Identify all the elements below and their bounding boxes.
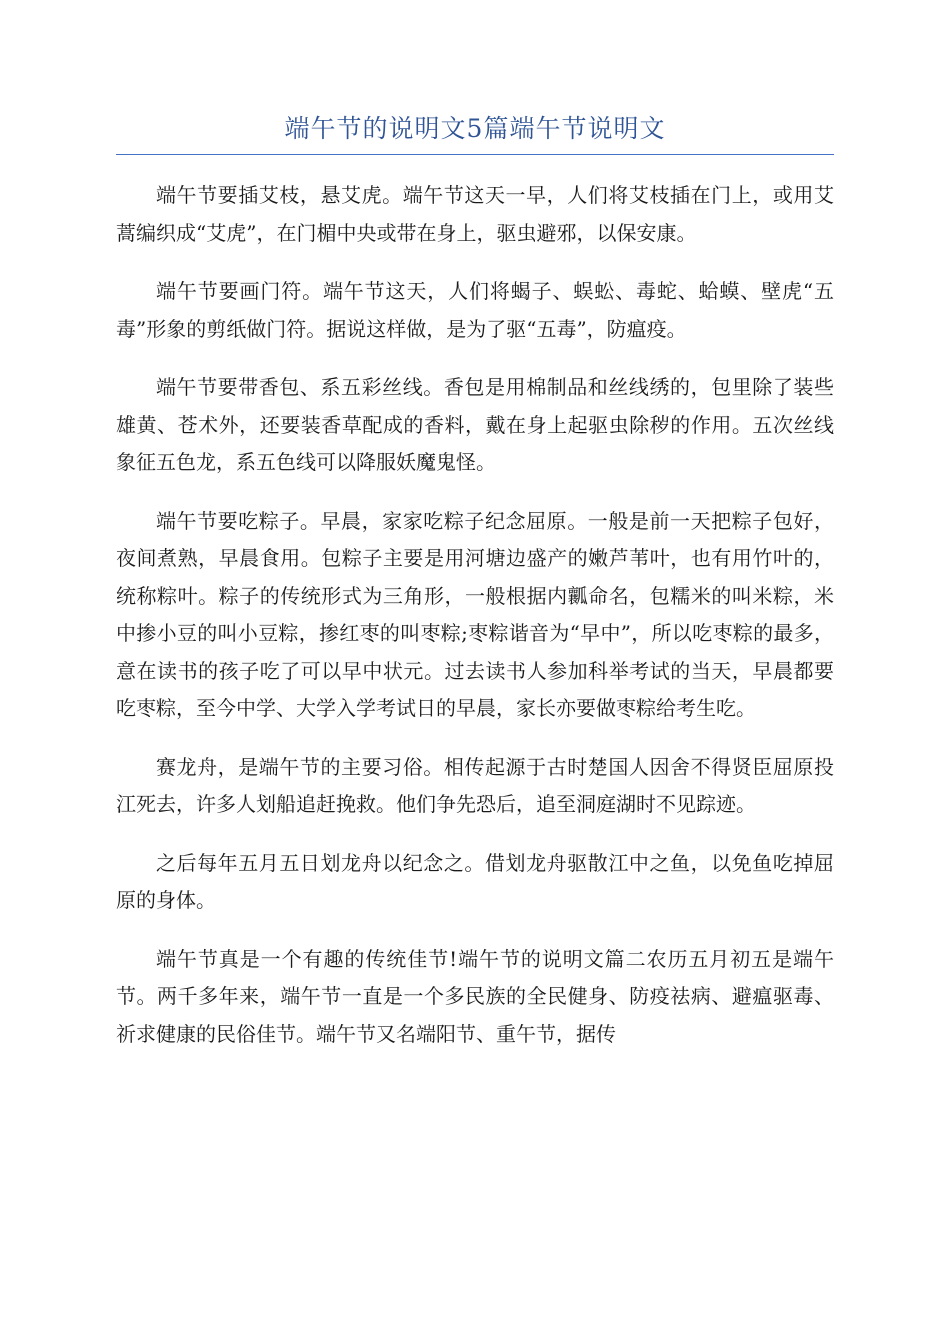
paragraph-ai-hu: 端午节要插艾枝，悬艾虎。端午节这天一早，人们将艾枝插在门上，或用艾蒿编织成“艾虎”，在门楣中央或带在身上，驱虫避邪，以保安康。 [116,183,834,245]
paragraph-jia-jie: 端午节真是一个有趣的传统佳节!端午节的说明文篇二农历五月初五是端午节。两千多年来，端午节一直是一个多民族的全民健身、防疫祛病、避瘟驱毒、祈求健康的民俗佳节。端午节又名端阳节、重午节，据传 [116,946,834,1046]
paragraph-long-zhou: 赛龙舟，是端午节的主要习俗。相传起源于古时楚国人因舍不得贤臣屈原投江死去，许多人划船追赶挽救。他们争先恐后，追至洞庭湖时不见踪迹。 [116,754,834,816]
document-body [116,177,834,1053]
title-underline [116,154,834,155]
paragraph-zong-zi: 端午节要吃粽子。早晨，家家吃粽子纪念屈原。一般是前一天把粽子包好，夜间煮熟，早晨食用。包粽子主要是用河塘边盛产的嫩芦苇叶，也有用竹叶的，统称粽叶。粽子的传统形式为三角形，一般根据内瓤命名，包糯米的叫米粽，米中掺小豆的叫小豆粽，掺红枣的叫枣粽;枣粽谐音为“早中”，所以吃枣粽的最多，意在读书的孩子吃了可以早中状元。过去读书人参加科举考试的当天，早晨都要吃枣粽，至今中学、大学入学考试日的早晨，家长亦要做枣粽给考生吃。 [116,508,834,720]
paragraph-men-fu: 端午节要画门符。端午节这天，人们将蝎子、蜈蚣、毒蛇、蛤蟆、壁虎“五毒”形象的剪纸做门符。据说这样做，是为了驱“五毒”，防瘟疫。 [116,279,834,341]
paragraph-xiang-bao: 端午节要带香包、系五彩丝线。香包是用棉制品和丝线绣的，包里除了装些雄黄、苍术外，还要装香草配成的香料，戴在身上起驱虫除秽的作用。五次丝线象征五色龙，系五色线可以降服妖魔鬼怪。 [116,375,834,474]
document-title: 端午节的说明文5篇端午节说明文 [284,114,666,143]
document-page [116,108,834,1074]
paragraph-ji-nian: 之后每年五月五日划龙舟以纪念之。借划龙舟驱散江中之鱼，以免鱼吃掉屈原的身体。 [116,850,834,912]
